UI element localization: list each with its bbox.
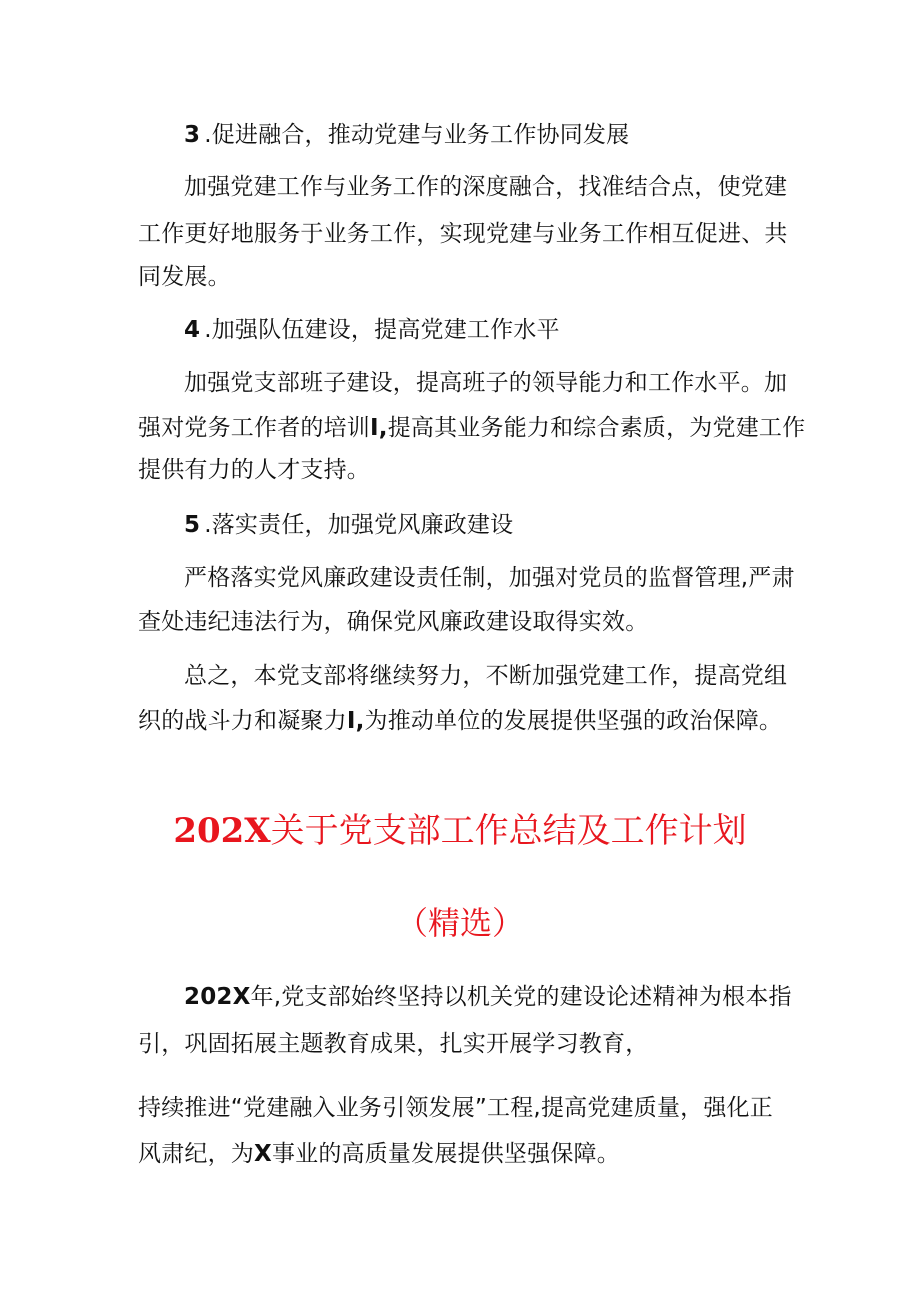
conclusion-mark: I,	[346, 708, 365, 734]
intro-paragraph-line: 持续推进“党建融入业务引领发展”工程,提高党建质量，强化正	[138, 1095, 773, 1121]
document-title	[0, 809, 920, 853]
section-5-paragraph-line: 查处违纪违法行为，确保党风廉政建设取得实效。	[138, 609, 649, 635]
intro-x-mark: X	[254, 1141, 272, 1167]
section-4-heading-text: .加强队伍建设，提高党建工作水平	[204, 317, 560, 343]
section-4-number: 4	[184, 317, 201, 343]
section-5-number: 5	[184, 512, 201, 538]
intro-year: 202X	[184, 984, 251, 1010]
document-subtitle: （精选）	[395, 904, 524, 942]
conclusion-line-part: 织的战斗力和凝聚力	[138, 708, 347, 734]
intro-paragraph-line	[184, 982, 844, 1012]
section-5-paragraph-line: 严格落实党风廉政建设责任制，加强对党员的监督管理,严肃	[184, 565, 795, 591]
intro-line-part: 风肃纪，为	[138, 1141, 254, 1167]
intro-line-part: 事业的高质量发展提供坚强保障。	[271, 1141, 620, 1167]
section-5-heading-text: .落实责任，加强党风廉政建设	[204, 512, 514, 538]
section-4-paragraph-line: 加强党支部班子建设，提高班子的领导能力和工作水平。加	[184, 370, 788, 396]
intro-paragraph-line: 引，巩固拓展主题教育成果，扎实开展学习教育，	[138, 1031, 649, 1057]
section-3-paragraph-line: 同发展。	[138, 264, 231, 290]
document-title-year: 202X	[173, 811, 271, 851]
intro-line-part: 年,党支部始终坚持以机关党的建设论述精神为根本指	[250, 984, 792, 1010]
section-4-line-part: 提高其业务能力和综合素质，为党建工作	[387, 415, 806, 441]
section-5-heading	[184, 510, 844, 540]
section-4-paragraph-line: 提供有力的人才支持。	[138, 457, 370, 483]
section-4-line-part: 强对党务工作者的培训	[138, 415, 370, 441]
conclusion-paragraph-line: 总之，本党支部将继续努力，不断加强党建工作，提高党组	[184, 663, 788, 689]
conclusion-paragraph-line	[138, 706, 798, 736]
section-4-mark: I,	[370, 415, 388, 441]
document-title-text: 关于党支部工作总结及工作计划	[270, 811, 747, 851]
section-3-heading	[184, 120, 844, 150]
section-4-heading	[184, 315, 844, 345]
intro-paragraph-line	[138, 1139, 798, 1169]
section-4-paragraph-line	[138, 413, 806, 443]
conclusion-line-part: 为推动单位的发展提供坚强的政治保障。	[364, 708, 783, 734]
section-3-number: 3	[184, 122, 201, 148]
section-3-heading-text: .促进融合，推动党建与业务工作协同发展	[204, 122, 630, 148]
section-3-paragraph-line: 工作更好地服务于业务工作，实现党建与业务工作相互促进、共	[138, 221, 788, 247]
section-3-paragraph-line: 加强党建工作与业务工作的深度融合，找准结合点，使党建	[184, 174, 788, 200]
